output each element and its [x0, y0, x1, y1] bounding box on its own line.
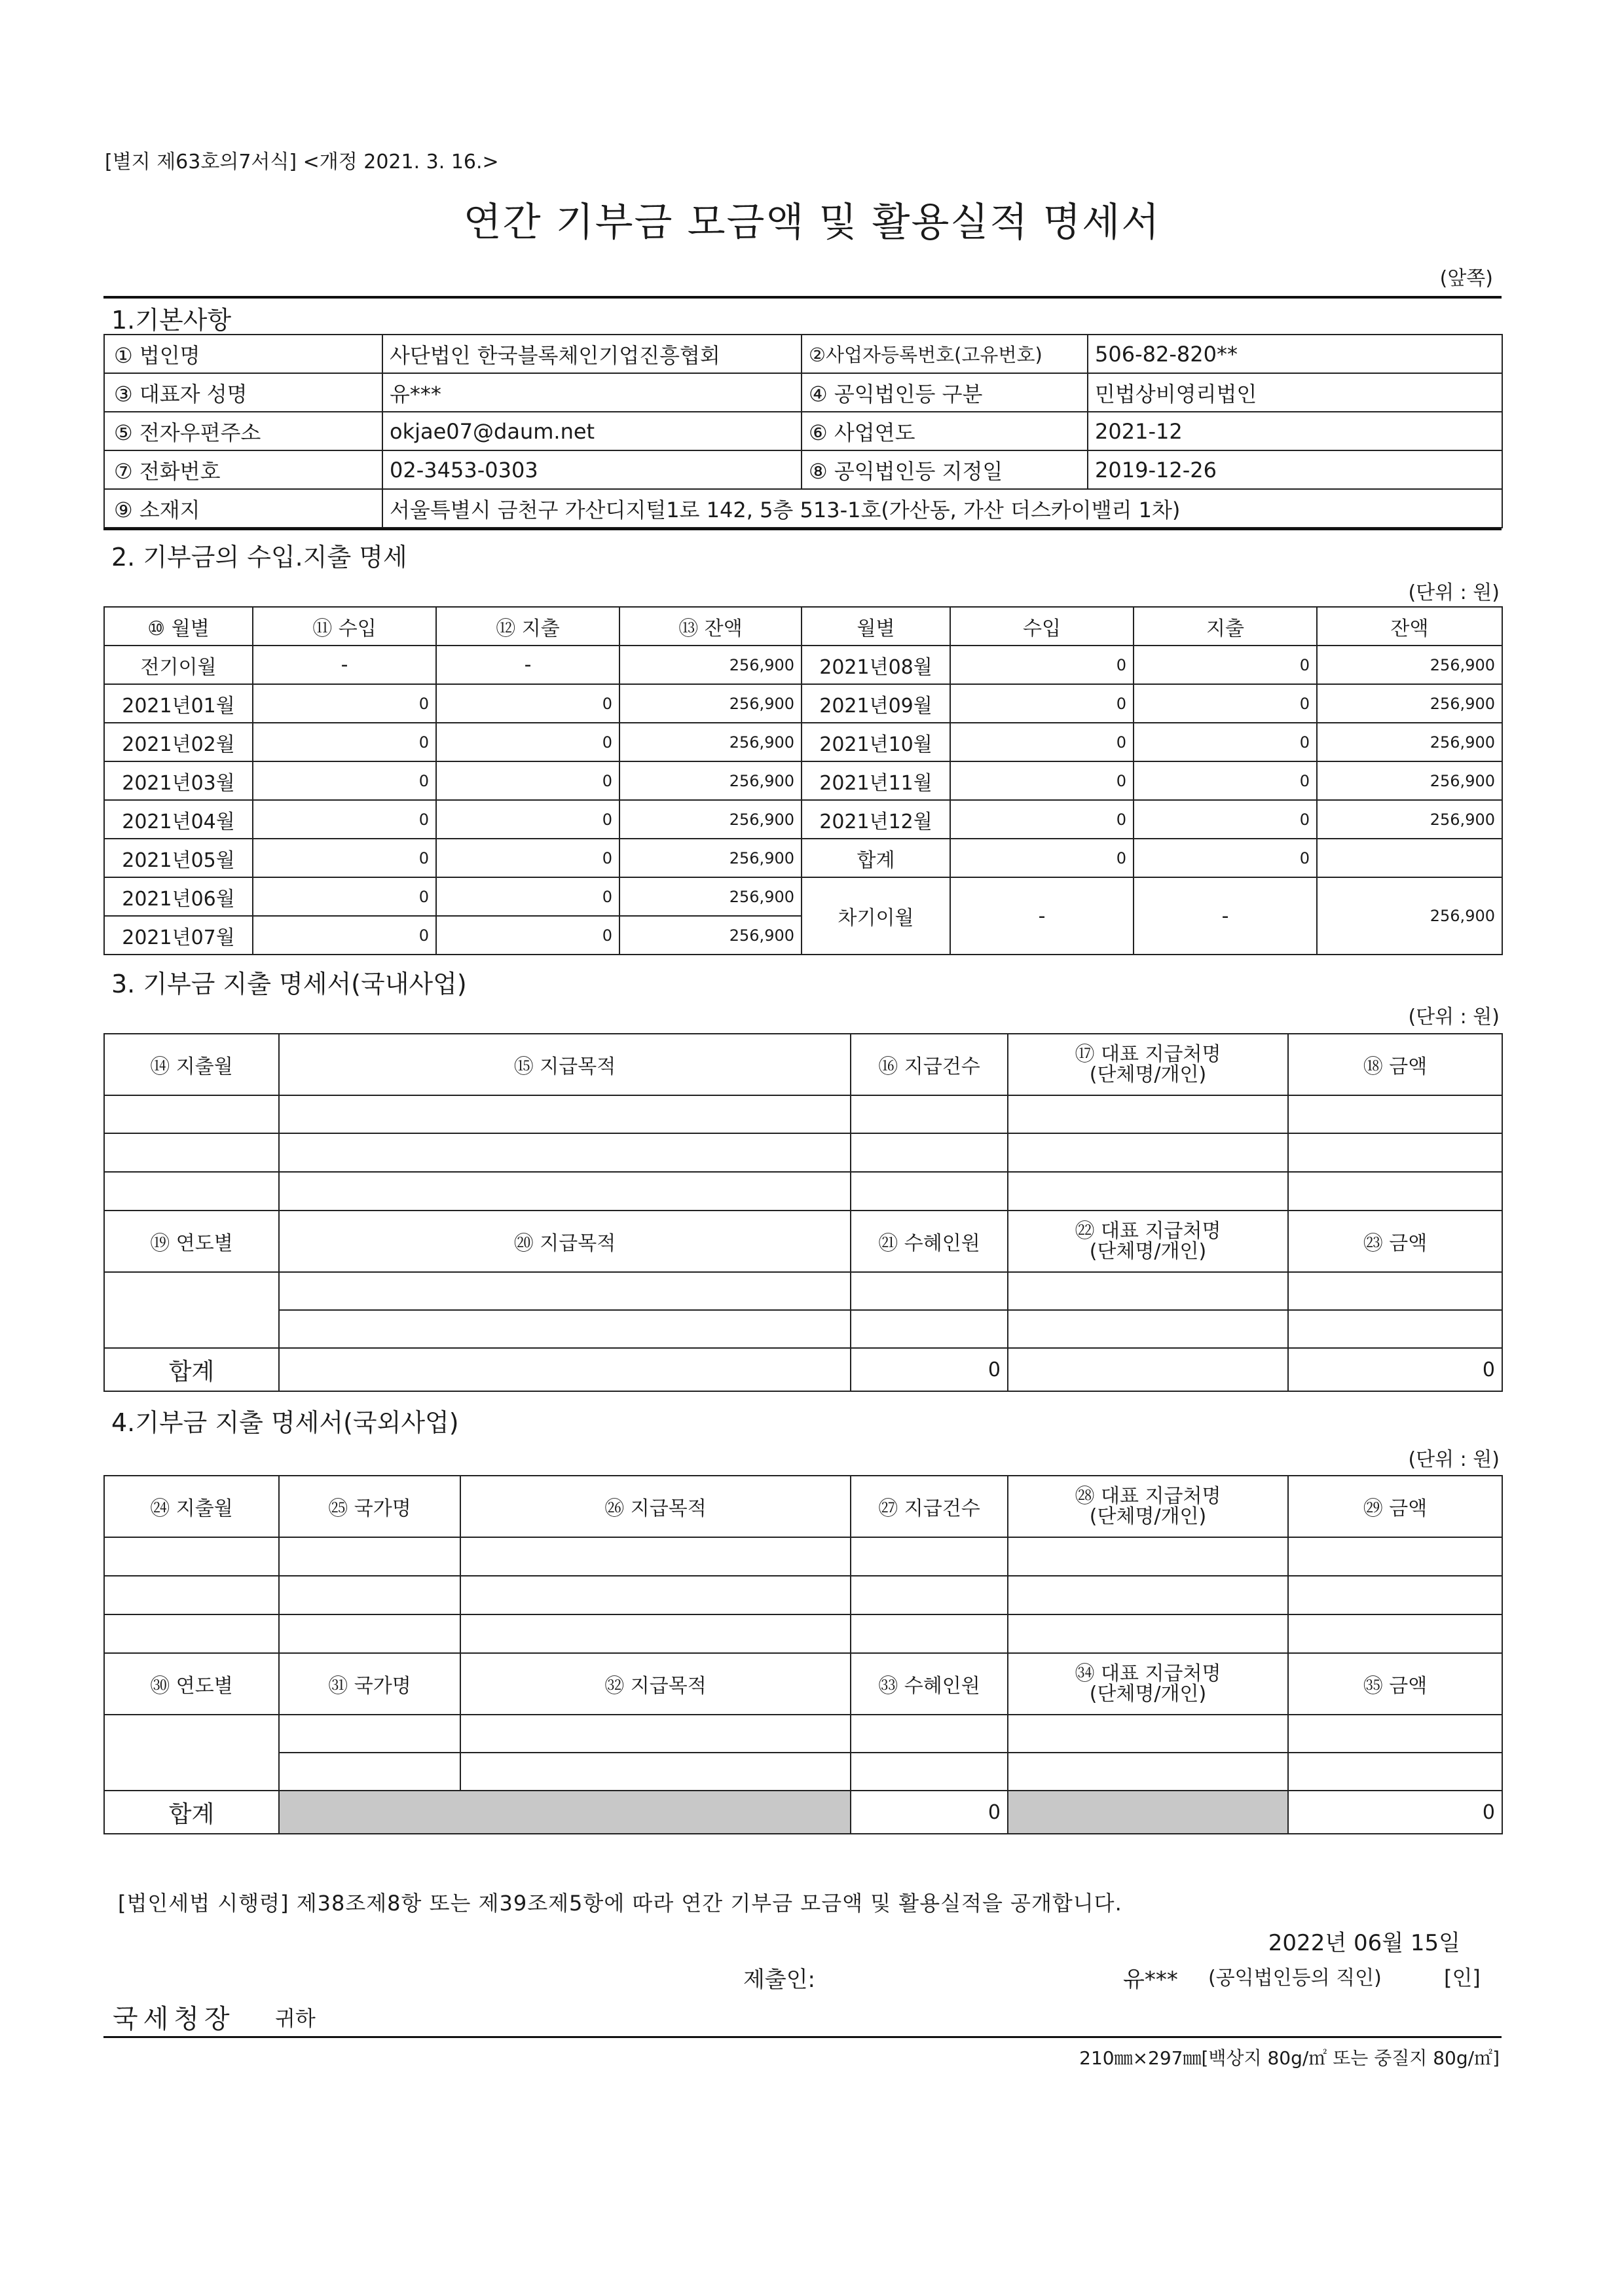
expense-cell: 0: [1134, 761, 1317, 800]
empty-cell: [279, 1095, 851, 1133]
total-count: 0: [851, 1348, 1008, 1391]
table-row: [104, 1576, 1502, 1614]
col-header: ⑮ 지급목적: [279, 1034, 851, 1095]
empty-cell: [851, 1576, 1008, 1614]
col-header: ㉓ 금액: [1288, 1211, 1502, 1272]
empty-cell: [460, 1753, 851, 1791]
table-row: [104, 1310, 1502, 1348]
col-header: ㉖ 지급목적: [460, 1476, 851, 1537]
col-header-line: ㉘ 대표 지급처명: [1075, 1484, 1221, 1508]
section3-heading: 3. 기부금 지출 명세서(국내사업): [111, 970, 467, 998]
col-header: [1008, 1653, 1288, 1715]
col-header: ㉝ 수혜인원: [851, 1653, 1008, 1715]
col-header: [1008, 1476, 1288, 1537]
empty-cell: [104, 1133, 279, 1172]
table-row: [104, 373, 1502, 412]
empty-cell: [1288, 1272, 1502, 1310]
total-amount: 0: [1288, 1348, 1502, 1391]
expense-cell: 0: [436, 916, 619, 955]
ceo-name-label: ③ 대표자 성명: [104, 373, 382, 412]
page-side-label: (앞쪽): [1439, 267, 1493, 290]
col-header: ⑱ 금액: [1288, 1034, 1502, 1095]
section-rule: [103, 296, 1502, 299]
empty-cell: [851, 1272, 1008, 1310]
month-cell: 2021년10월: [802, 723, 950, 761]
col-header-line: ㉞ 대표 지급처명: [1075, 1662, 1221, 1685]
table-header-row: [104, 607, 1502, 646]
col-header-line: ⑰ 대표 지급처명: [1075, 1042, 1221, 1066]
empty-cell: [460, 1576, 851, 1614]
recipient-suffix: 귀하: [275, 2006, 316, 2031]
month-cell: 2021년04월: [104, 800, 253, 839]
section1-heading: 1.기본사항: [111, 306, 232, 335]
empty-cell: [1288, 1310, 1502, 1348]
designation-date-value: 2019-12-26: [1088, 450, 1502, 489]
expense-cell: 0: [436, 761, 619, 800]
table-row: [104, 412, 1502, 450]
balance-cell: 256,900: [1317, 723, 1502, 761]
empty-cell: [1008, 1614, 1288, 1653]
empty-cell: [104, 1576, 279, 1614]
col-header: ㉙ 금액: [1288, 1476, 1502, 1537]
balance-cell: 256,900: [619, 646, 802, 684]
income-cell: 0: [253, 839, 436, 877]
business-year-label: ⑥ 사업연도: [802, 412, 1088, 450]
legal-notice: [법인세법 시행령] 제38조제8항 또는 제39조제5항에 따라 연간 기부금 모금액 및 활용실적을 공개합니다.: [118, 1891, 1122, 1916]
total-amount: 0: [1288, 1791, 1502, 1834]
address-value: 서울특별시 금천구 가산디지털1로 142, 5층 513-1호(가산동, 가산 더스카이밸리 1차): [382, 489, 1502, 528]
income-cell: 0: [253, 877, 436, 916]
table-row: [104, 1172, 1502, 1211]
balance-cell: 256,900: [619, 839, 802, 877]
expense-cell: 0: [436, 723, 619, 761]
phone-label: ⑦ 전화번호: [104, 450, 382, 489]
balance-cell: 256,900: [1317, 800, 1502, 839]
empty-cell: [460, 1715, 851, 1753]
ceo-name-value: 유***: [382, 373, 802, 412]
income-expense-table: [103, 606, 1503, 955]
income-cell: 0: [950, 646, 1134, 684]
corp-type-label: ④ 공익법인등 구분: [802, 373, 1088, 412]
total-label-cell: 합계: [802, 839, 950, 877]
col-header: ㉑ 수혜인원: [851, 1211, 1008, 1272]
month-cell: 2021년11월: [802, 761, 950, 800]
section-rule: [103, 528, 1502, 530]
table-header-row: [104, 1034, 1502, 1095]
empty-cell: [1008, 1576, 1288, 1614]
paper-spec: 210㎜×297㎜[백상지 80g/㎡ 또는 중질지 80g/㎡]: [1079, 2047, 1500, 2069]
empty-cell: [279, 1576, 460, 1614]
empty-cell: [279, 1348, 851, 1391]
empty-cell: [1288, 1133, 1502, 1172]
table-row: [104, 1715, 1502, 1753]
table-header-row: [104, 1653, 1502, 1715]
month-cell: 2021년02월: [104, 723, 253, 761]
submitter-name: 유***: [1123, 1967, 1178, 1993]
table-row: [104, 489, 1502, 528]
submission-date: 2022년 06월 15일: [1268, 1930, 1460, 1956]
total-label: 합계: [104, 1348, 279, 1391]
month-cell: 2021년05월: [104, 839, 253, 877]
month-cell: 2021년09월: [802, 684, 950, 723]
email-label: ⑤ 전자우편주소: [104, 412, 382, 450]
expense-cell: 0: [436, 800, 619, 839]
balance-cell: 256,900: [619, 684, 802, 723]
business-reg-label: ②사업자등록번호(고유번호): [802, 335, 1088, 373]
empty-cell: [1288, 1095, 1502, 1133]
recipient: 국세청장: [113, 2004, 235, 2034]
empty-cell: [851, 1753, 1008, 1791]
month-cell: 2021년03월: [104, 761, 253, 800]
corp-name-label: ① 법인명: [104, 335, 382, 373]
balance-total-cell: [1317, 839, 1502, 877]
empty-cell: [279, 1753, 460, 1791]
month-cell: 전기이월: [104, 646, 253, 684]
table-row: [104, 839, 1502, 877]
table-header-row: [104, 1476, 1502, 1537]
empty-cell: [1008, 1172, 1288, 1211]
table-row: [104, 1095, 1502, 1133]
col-header: ⑪ 수입: [253, 607, 436, 646]
section3-unit: (단위 : 원): [1408, 1006, 1500, 1029]
empty-cell: [279, 1272, 851, 1310]
income-cell: 0: [950, 800, 1134, 839]
designation-date-label: ⑧ 공익법인등 지정일: [802, 450, 1088, 489]
footer-rule: [103, 2036, 1502, 2038]
table-row: [104, 800, 1502, 839]
col-header: ⑳ 지급목적: [279, 1211, 851, 1272]
empty-cell: [851, 1715, 1008, 1753]
document-title: 연간 기부금 모금액 및 활용실적 명세서: [463, 200, 1161, 246]
empty-cell: [1008, 1537, 1288, 1576]
col-header: ㉔ 지출월: [104, 1476, 279, 1537]
balance-cell: 256,900: [619, 877, 802, 916]
empty-cell: [1288, 1172, 1502, 1211]
month-cell: 2021년01월: [104, 684, 253, 723]
domestic-expense-table: [103, 1033, 1503, 1392]
col-header: ⑬ 잔액: [619, 607, 802, 646]
total-row: [104, 1791, 1502, 1834]
col-header: [1008, 1211, 1288, 1272]
balance-cell: 256,900: [619, 761, 802, 800]
section2-heading: 2. 기부금의 수입.지출 명세: [111, 543, 407, 572]
empty-cell: [1008, 1715, 1288, 1753]
address-label: ⑨ 소재지: [104, 489, 382, 528]
empty-cell: [1008, 1272, 1288, 1310]
empty-cell: [279, 1172, 851, 1211]
balance-cell: 256,900: [619, 800, 802, 839]
empty-cell: [851, 1614, 1008, 1653]
col-header: 지출: [1134, 607, 1317, 646]
income-cell: 0: [253, 723, 436, 761]
col-header: ㉚ 연도별: [104, 1653, 279, 1715]
table-row: [104, 877, 1502, 916]
expense-cell: 0: [436, 839, 619, 877]
balance-cell: 256,900: [619, 723, 802, 761]
total-row: [104, 1348, 1502, 1391]
expense-cell: 0: [436, 684, 619, 723]
empty-cell: [1008, 1753, 1288, 1791]
col-header: ⑫ 지출: [436, 607, 619, 646]
section4-heading: 4.기부금 지출 명세서(국외사업): [111, 1408, 459, 1437]
month-cell: 2021년12월: [802, 800, 950, 839]
table-row: [104, 1272, 1502, 1310]
col-header: 월별: [802, 607, 950, 646]
submitter-label: 제출인:: [743, 1967, 815, 1993]
empty-cell: [104, 1614, 279, 1653]
col-header: ㉜ 지급목적: [460, 1653, 851, 1715]
col-header: ㉗ 지급건수: [851, 1476, 1008, 1537]
col-header-line: (단체명/개인): [1089, 1063, 1207, 1086]
expense-cell: 0: [1134, 684, 1317, 723]
table-row: [104, 646, 1502, 684]
income-total-cell: 0: [950, 839, 1134, 877]
income-cell: 0: [950, 723, 1134, 761]
corp-name-value: 사단법인 한국블록체인기업진흥협회: [382, 335, 802, 373]
empty-cell: [104, 1172, 279, 1211]
table-row: [104, 723, 1502, 761]
total-label: 합계: [104, 1791, 279, 1834]
form-number: [별지 제63호의7서식] <개정 2021. 3. 16.>: [105, 151, 499, 173]
section2-unit: (단위 : 원): [1408, 581, 1500, 604]
table-row: [104, 1537, 1502, 1576]
col-header: ⑩ 월별: [104, 607, 253, 646]
empty-cell: [104, 1715, 279, 1791]
empty-cell: [1288, 1753, 1502, 1791]
col-header: 수입: [950, 607, 1134, 646]
empty-cell: [851, 1537, 1008, 1576]
income-cell: 0: [253, 800, 436, 839]
expense-total-cell: 0: [1134, 839, 1317, 877]
expense-cell: 0: [1134, 646, 1317, 684]
empty-cell: [279, 1614, 460, 1653]
col-header-line: (단체명/개인): [1089, 1240, 1207, 1263]
expense-cell: 0: [1134, 800, 1317, 839]
col-header: ㉛ 국가명: [279, 1653, 460, 1715]
empty-cell: [1288, 1576, 1502, 1614]
col-header-line: (단체명/개인): [1089, 1505, 1207, 1528]
empty-cell: [1288, 1537, 1502, 1576]
submitter-role: (공익법인등의 직인): [1208, 1967, 1382, 1990]
col-header-line: (단체명/개인): [1089, 1683, 1207, 1705]
empty-cell: [104, 1095, 279, 1133]
table-row: [104, 761, 1502, 800]
empty-cell: [279, 1310, 851, 1348]
income-cell: 0: [253, 916, 436, 955]
empty-cell: [1288, 1614, 1502, 1653]
income-cell: 0: [253, 684, 436, 723]
corp-type-value: 민법상비영리법인: [1088, 373, 1502, 412]
empty-cell: [460, 1614, 851, 1653]
business-year-value: 2021-12: [1088, 412, 1502, 450]
balance-cell: 256,900: [619, 916, 802, 955]
income-cell: -: [253, 646, 436, 684]
balance-cell: 256,900: [1317, 646, 1502, 684]
table-row: [104, 1753, 1502, 1791]
table-header-row: [104, 1211, 1502, 1272]
income-cell: 0: [950, 761, 1134, 800]
col-header-line: ㉒ 대표 지급처명: [1075, 1219, 1221, 1243]
carry-over-income: -: [950, 877, 1134, 955]
table-row: [104, 335, 1502, 373]
empty-cell: [851, 1172, 1008, 1211]
empty-cell: [1288, 1715, 1502, 1753]
empty-cell: [104, 1537, 279, 1576]
shaded-cell: [279, 1791, 851, 1834]
col-header: ⑯ 지급건수: [851, 1034, 1008, 1095]
empty-cell: [851, 1095, 1008, 1133]
email-value: okjae07@daum.net: [382, 412, 802, 450]
income-cell: 0: [950, 684, 1134, 723]
col-header: ㉟ 금액: [1288, 1653, 1502, 1715]
empty-cell: [104, 1272, 279, 1348]
month-cell: 2021년07월: [104, 916, 253, 955]
col-header: 잔액: [1317, 607, 1502, 646]
table-row: [104, 684, 1502, 723]
col-header: [1008, 1034, 1288, 1095]
table-row: [104, 450, 1502, 489]
empty-cell: [851, 1310, 1008, 1348]
empty-cell: [851, 1133, 1008, 1172]
col-header: ㉕ 국가명: [279, 1476, 460, 1537]
total-count: 0: [851, 1791, 1008, 1834]
balance-cell: 256,900: [1317, 761, 1502, 800]
expense-cell: 0: [436, 877, 619, 916]
basic-info-table: [103, 334, 1503, 528]
section4-unit: (단위 : 원): [1408, 1448, 1500, 1471]
empty-cell: [1008, 1310, 1288, 1348]
table-row: [104, 1614, 1502, 1653]
carry-over-balance: 256,900: [1317, 877, 1502, 955]
col-header: ⑭ 지출월: [104, 1034, 279, 1095]
month-cell: 2021년06월: [104, 877, 253, 916]
empty-cell: [279, 1537, 460, 1576]
expense-cell: 0: [1134, 723, 1317, 761]
table-row: [104, 1133, 1502, 1172]
empty-cell: [1008, 1348, 1288, 1391]
empty-cell: [1008, 1133, 1288, 1172]
seal-mark: [인]: [1444, 1965, 1481, 1990]
income-cell: 0: [253, 761, 436, 800]
empty-cell: [279, 1133, 851, 1172]
col-header: ⑲ 연도별: [104, 1211, 279, 1272]
carry-over-label: 차기이월: [802, 877, 950, 955]
empty-cell: [279, 1715, 460, 1753]
expense-cell: -: [436, 646, 619, 684]
empty-cell: [460, 1537, 851, 1576]
overseas-expense-table: [103, 1475, 1503, 1834]
shaded-cell: [1008, 1791, 1288, 1834]
phone-value: 02-3453-0303: [382, 450, 802, 489]
carry-over-expense: -: [1134, 877, 1317, 955]
business-reg-value: 506-82-820**: [1088, 335, 1502, 373]
balance-cell: 256,900: [1317, 684, 1502, 723]
empty-cell: [1008, 1095, 1288, 1133]
month-cell: 2021년08월: [802, 646, 950, 684]
